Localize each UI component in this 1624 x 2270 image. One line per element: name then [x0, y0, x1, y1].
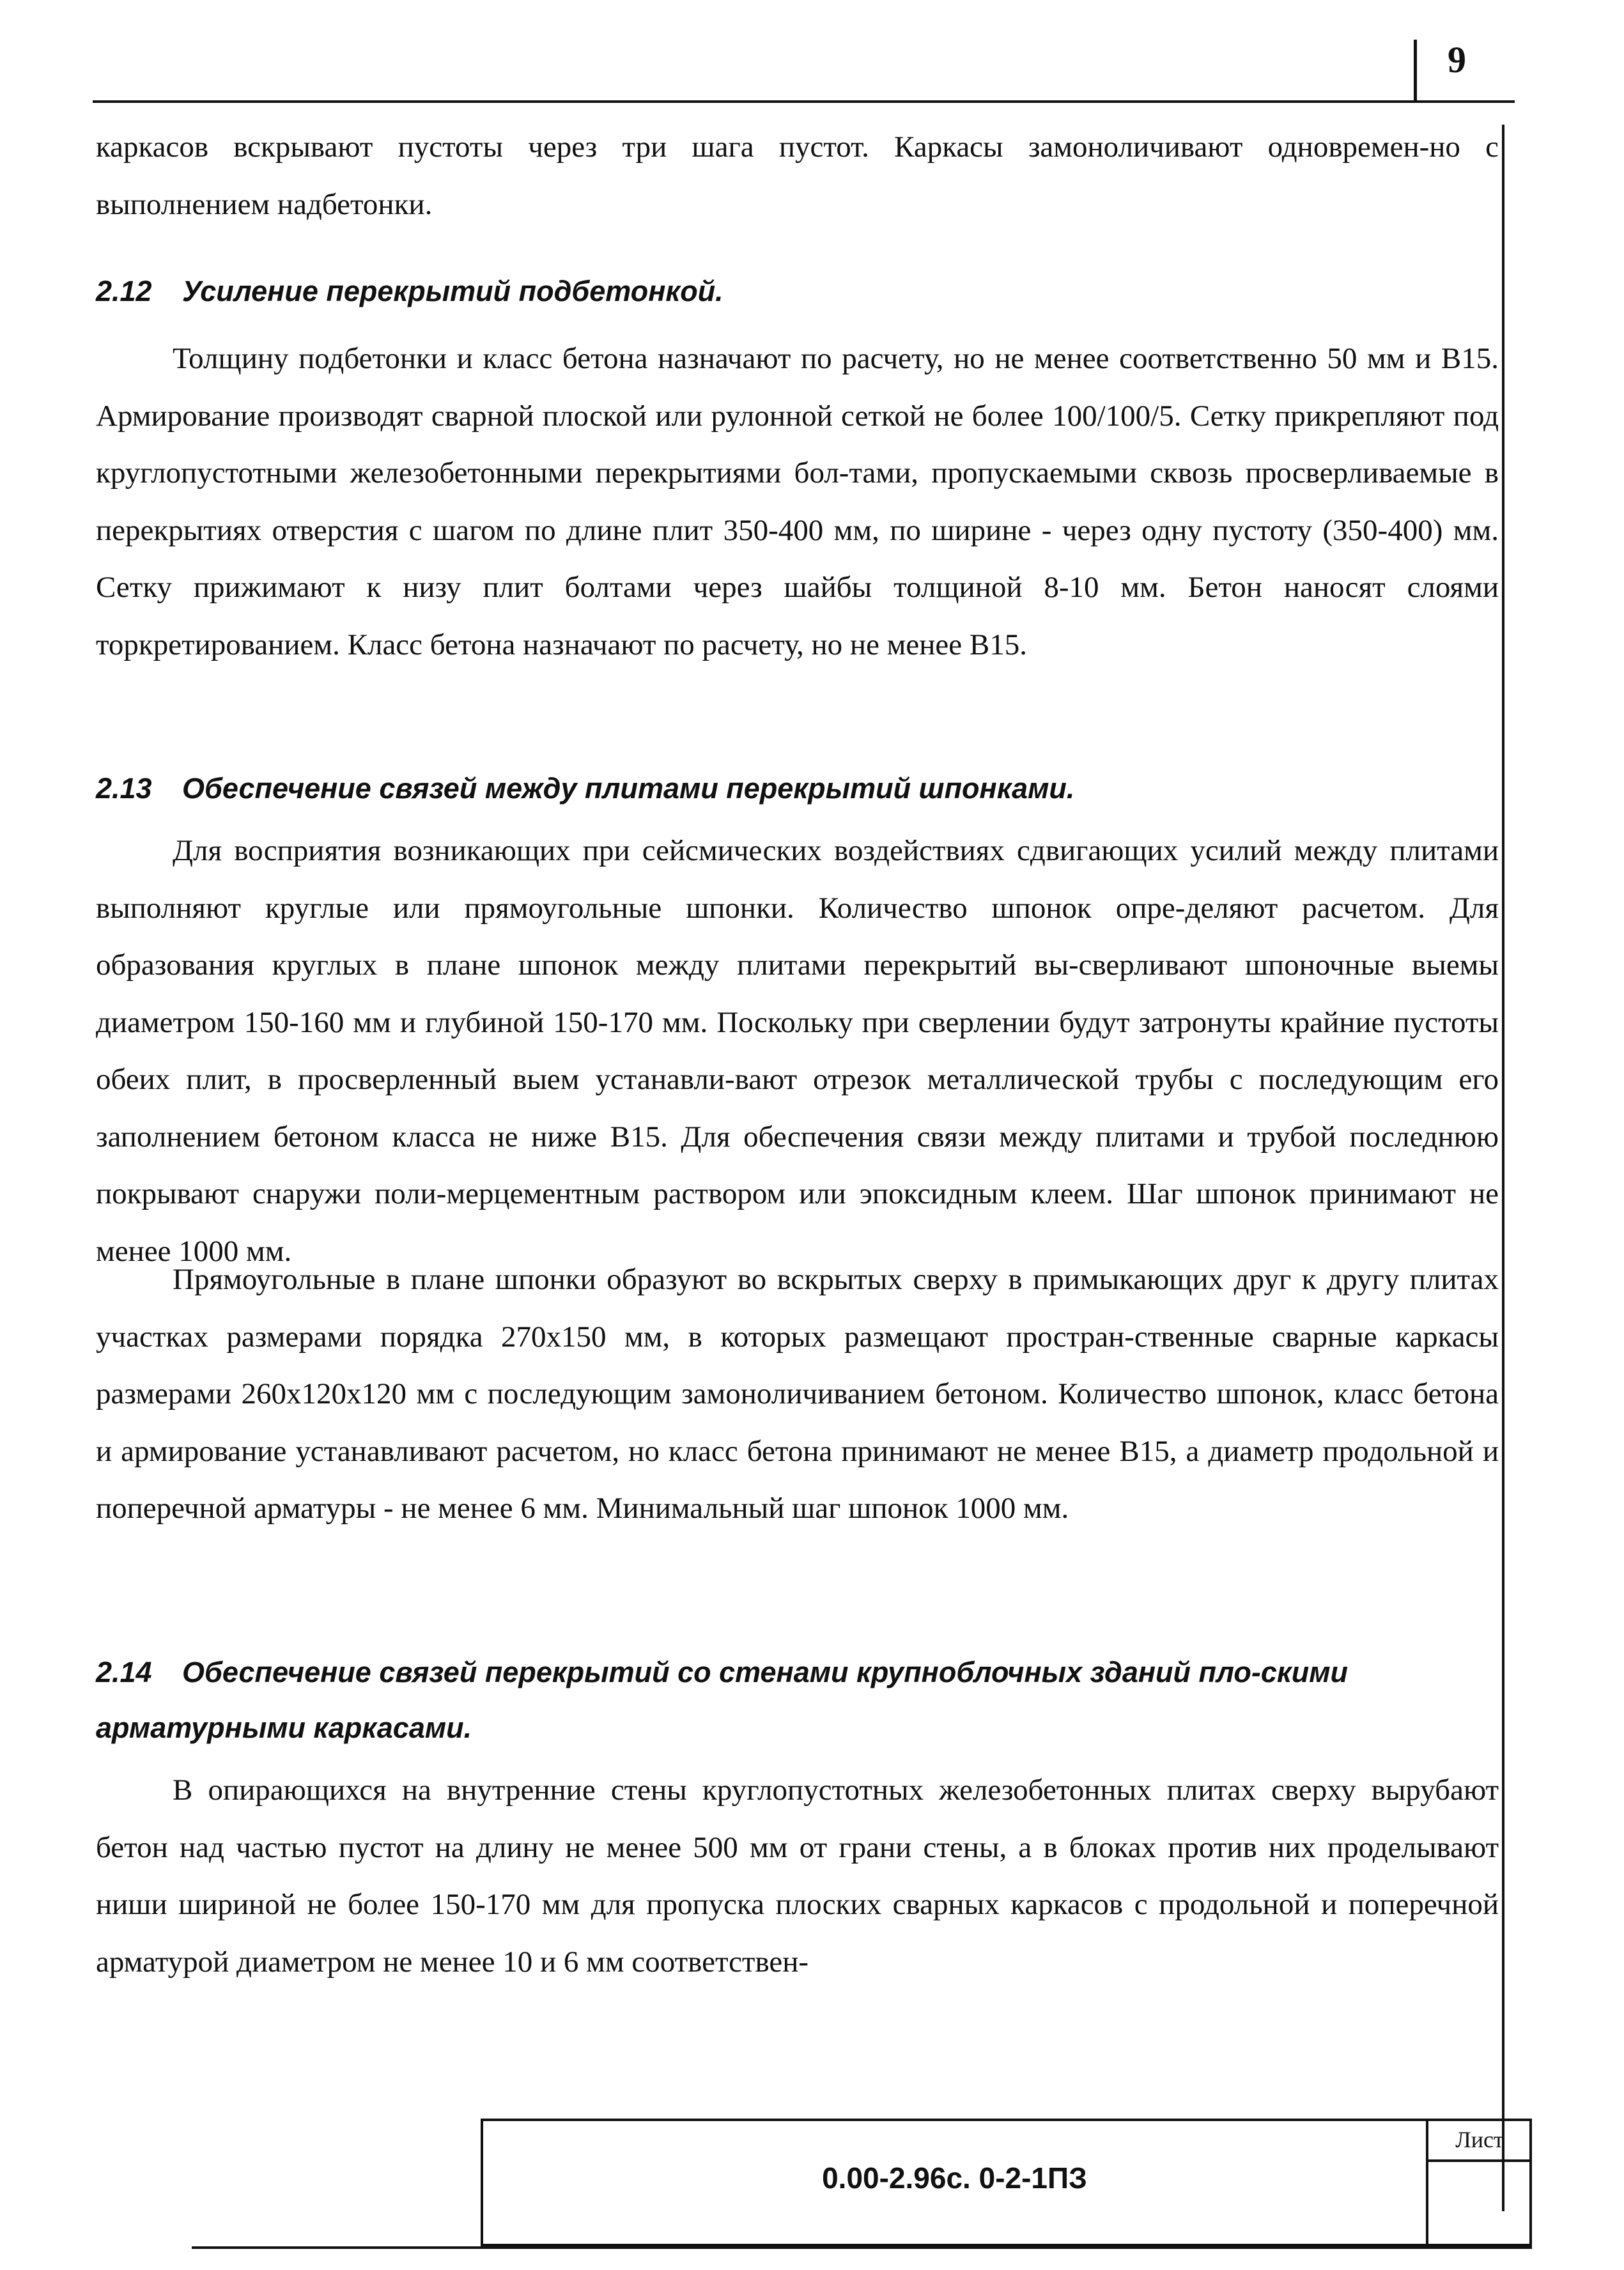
section-heading-2-14 — [96, 1644, 1499, 1756]
page-number-divider — [1414, 40, 1417, 102]
sheet-label: Лист — [1455, 2127, 1504, 2152]
section-heading-2-13 — [96, 761, 1499, 816]
section-title: Обеспечение связей между плитами перекрытий шпонками. — [182, 772, 1075, 805]
paragraph: Для восприятия возникающих при сейсмических воздействиях сдвигающих усилий между плитами выполняют круглые или прямоугольные шпонки. Количество шпонок опре-деляют расчетом. Для образования круглых в плане шпонок между плитами перекрытий вы-сверливают шпоночные выемы диаметром 150-160 мм и глубиной 150-170 мм. Поскольку при сверлении будут затронуты крайние пустоты обеих плит, в просверленный выем устанавли-вают отрезок металлической трубы с последующим его заполнением бетоном класса не ниже В15. Для обеспечения связи между плитами и трубой последнюю покрывают снаружи поли-мерцементным раствором или эпоксидным клеем. Шаг шпонок принимают не менее 1000 мм. — [96, 834, 1499, 1268]
sheet-cell-divider — [1426, 2159, 1532, 2162]
section-number: 2.12 — [96, 275, 152, 307]
page-number: 9 — [1448, 39, 1466, 81]
right-border — [1502, 125, 1504, 2211]
section-number: 2.14 — [96, 1656, 152, 1688]
section-number: 2.13 — [96, 772, 152, 805]
paragraph-continued: каркасов вскрывают пустоты через три шага пустот. Каркасы замоноличивают одновремен-но с выполнением надбетонки. — [96, 130, 1499, 221]
section-title: Усиление перекрытий подбетонкой. — [182, 275, 723, 307]
header-rule — [93, 100, 1515, 103]
footer-rule — [192, 2246, 1532, 2249]
section-title: Обеспечение связей перекрытий со стенами крупноблочных зданий пло-скими арматурными каркасами. — [96, 1656, 1348, 1744]
paragraph: В опирающихся на внутренние стены круглопустотных железобетонных плитах сверху вырубают бетон над частью пустот на длину не менее 500 мм от грани стены, а в блоках против них проделывают ниши шириной не более 150-170 мм для пропуска плоских сварных каркасов с продольной и поперечной арматурой диаметром не менее 10 и 6 мм соответствен- — [96, 1773, 1499, 1979]
document-code: 0.00-2.96с. 0-2-1ПЗ — [822, 2161, 1087, 2195]
paragraph: Прямоугольные в плане шпонки образуют во вскрытых сверху в примыкающих друг к другу плитах участках размерами порядка 270х150 мм, в которых размещают простран-ственные сварные каркасы размерами 260х120х120 мм с последующим замоноличиванием бетоном. Количество шпонок, класс бетона и армирование устанавливают расчетом, но класс бетона принимают не менее В15, а диаметр продольной и поперечной арматуры - не менее 6 мм. Минимальный шаг шпонок 1000 мм. — [96, 1263, 1499, 1525]
section-heading-2-12 — [96, 263, 1499, 319]
title-block — [481, 2119, 1532, 2246]
paragraph: Толщину подбетонки и класс бетона назначают по расчету, но не менее соответственно 50 мм и В15. Армирование производят сварной плоской или рулонной сеткой не более 100/100/5. Сетку прикрепляют под круглопустотными железобетонными перекрытиями бол-тами, пропускаемыми сквозь просверливаемые в перекрытиях отверстия с шагом по длине плит 350-400 мм, по ширине - через одну пустоту (350-400) мм. Сетку прижимают к низу плит болтами через шайбы толщиной 8-10 мм. Бетон наносят слоями торкретированием. Класс бетона назначают по расчету, но не менее В15. — [96, 342, 1499, 661]
